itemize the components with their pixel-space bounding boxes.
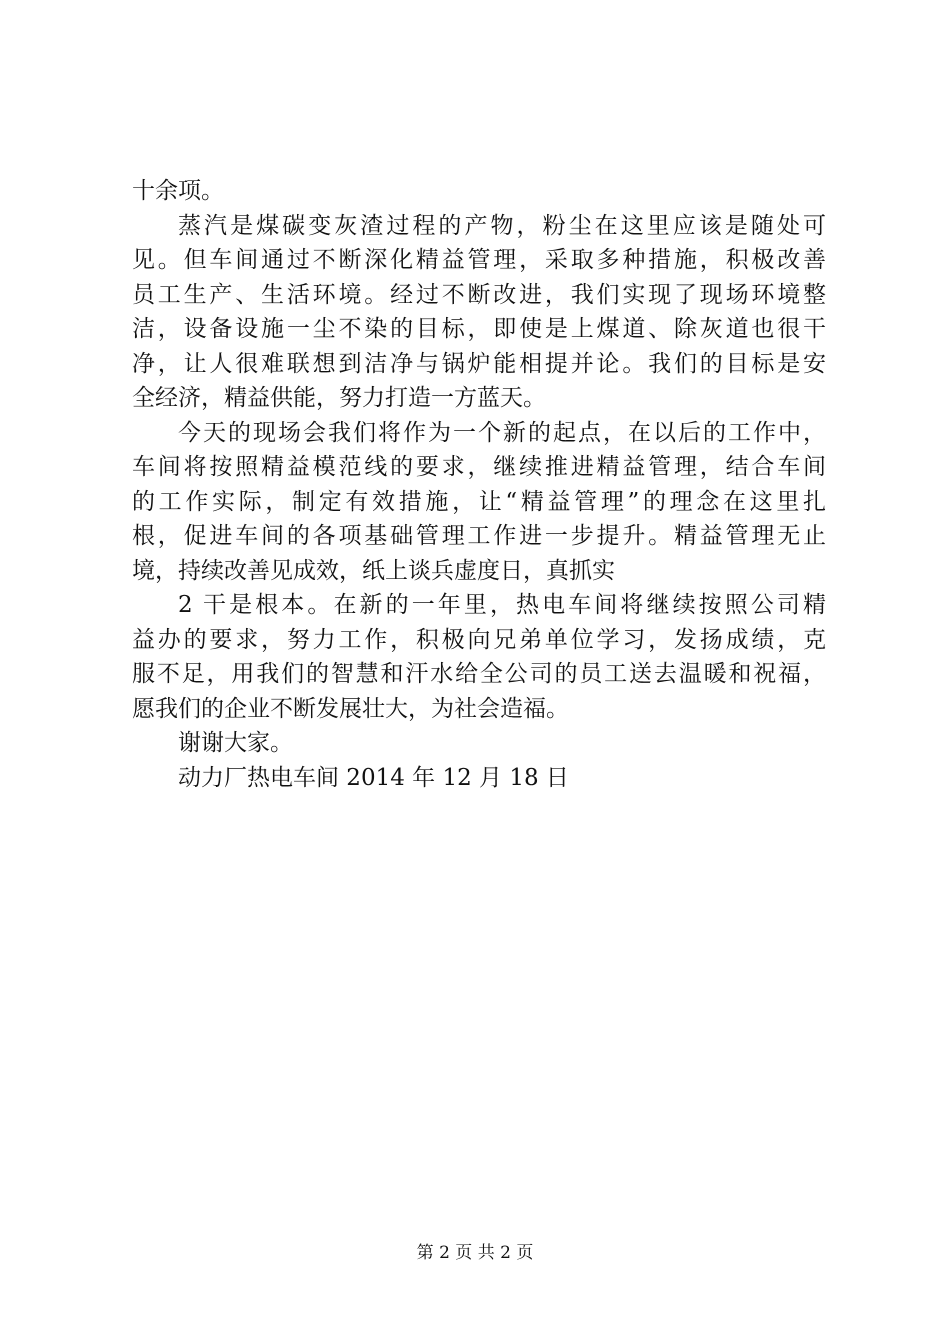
closing-line: 谢谢大家。 (178, 730, 293, 756)
text-line: 洁，设备设施一尘不染的目标，即使是上煤道、除灰道也很干 (132, 316, 826, 342)
text-line: 愿我们的企业不断发展壮大，为社会造福。 (132, 695, 569, 722)
text-line: 今天的现场会我们将作为一个新的起点，在以后的工作中， (178, 419, 826, 446)
text-line: 益办的要求，努力工作，积极向兄弟单位学习，发扬成绩，克 (132, 626, 826, 653)
text-line: 的工作实际，制定有效措施，让“精益管理”的理念在这里扎 (132, 488, 826, 515)
text-line: 员工生产、生活环境。经过不断改进，我们实现了现场环境整 (132, 281, 826, 308)
text-line: 2 干是根本。在新的一年里，热电车间将继续按照公司精 (178, 592, 826, 618)
text-line: 车间将按照精益模范线的要求，继续推进精益管理，结合车间 (132, 454, 826, 480)
text-line: 见。但车间通过不断深化精益管理，采取多种措施，积极改善 (132, 247, 826, 273)
text-line: 净，让人很难联想到洁净与锅炉能相提并论。我们的目标是安 (132, 350, 826, 377)
text-line: 根，促进车间的各项基础管理工作进一步提升。精益管理无止 (132, 523, 826, 549)
text-line: 服不足，用我们的智慧和汗水给全公司的员工送去温暖和祝福， (132, 661, 826, 687)
text-line: 十余项。 (132, 178, 224, 204)
text-line: 蒸汽是煤碳变灰渣过程的产物，粉尘在这里应该是随处可 (178, 212, 826, 239)
document-body (132, 174, 826, 795)
text-line: 境，持续改善见成效，纸上谈兵虚度日，真抓实 (132, 557, 615, 584)
signature-line: 动力厂热电车间 2014 年 12 月 18 日 (178, 764, 569, 791)
page-number-footer: 第 2 页 共 2 页 (416, 1243, 534, 1263)
text-line: 全经济，精益供能，努力打造一方蓝天。 (132, 385, 546, 411)
